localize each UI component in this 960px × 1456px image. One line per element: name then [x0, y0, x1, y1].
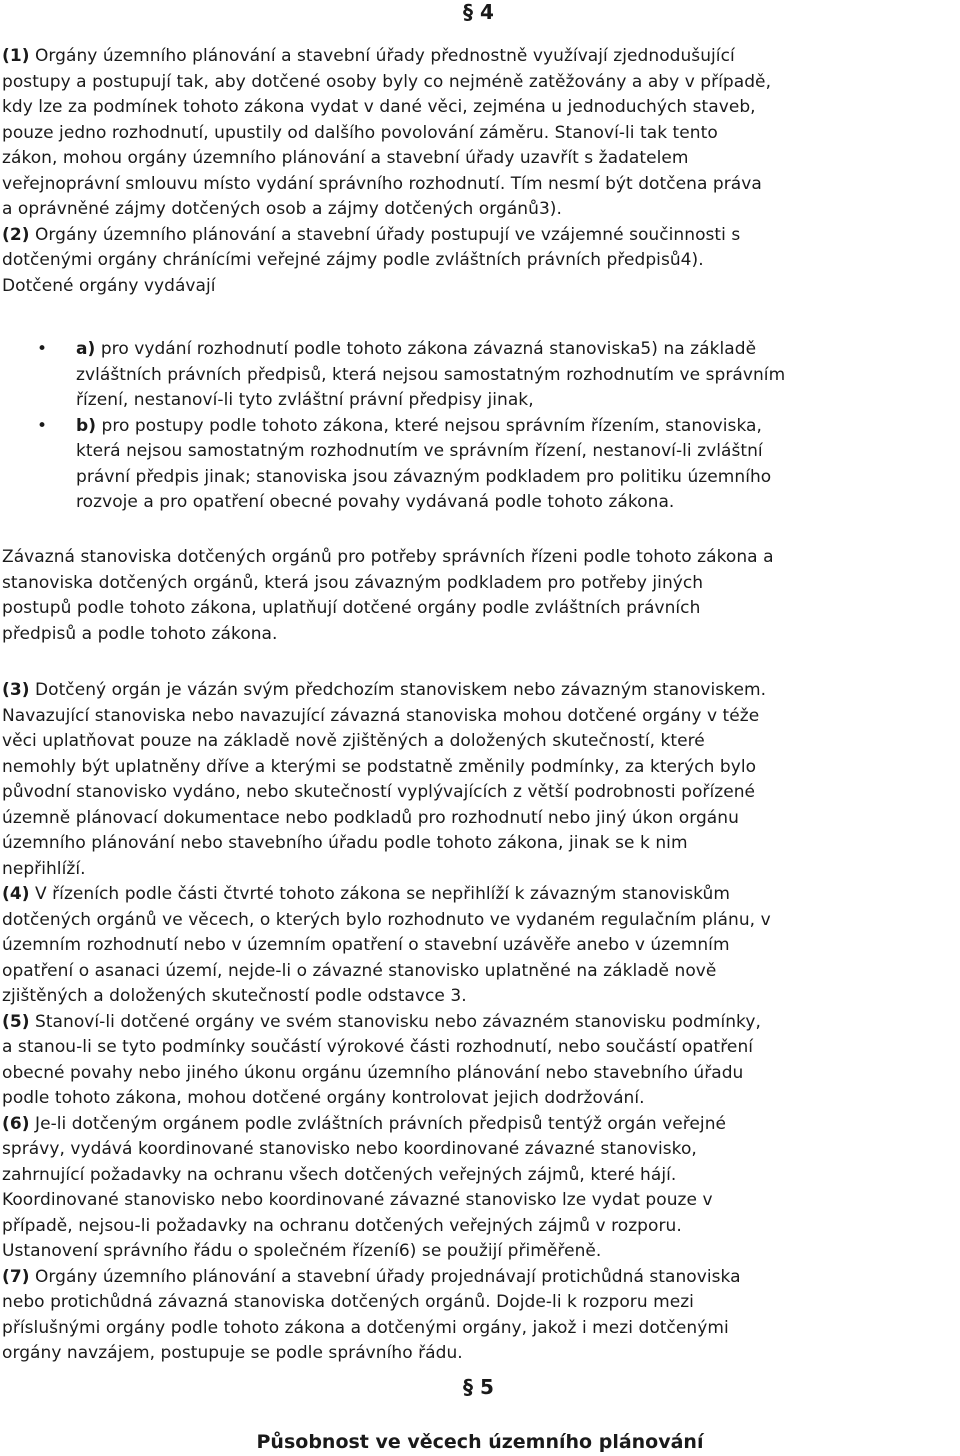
paragraph-6-line: zahrnující požadavky na ochranu všech dotčených veřejných zájmů, které hájí.	[2, 1164, 677, 1185]
text-span: Dotčený orgán je vázán svým předchozím stanoviskem nebo závazným stanoviskem.	[35, 680, 767, 700]
text-span: Orgány územního plánování a stavební úřady projednávají protichůdná stanoviska	[35, 1266, 741, 1287]
text-span: Orgány územního plánování a stavební úřady postupují ve vzájemné součinnosti s	[35, 224, 741, 245]
paragraph-7-line: příslušnými orgány podle tohoto zákona a dotčenými orgány, jakož i mezi dotčenými	[2, 1317, 729, 1338]
list-item-line: která nejsou samostatným rozhodnutím ve správním řízení, nestanoví-li zvláštní	[76, 441, 763, 461]
paragraph-5-line	[2, 1010, 960, 1036]
paragraph-5-line: podle tohoto zákona, mohou dotčené orgány kontrolovat jejich dodržování.	[2, 1088, 645, 1108]
text-span: Stanoví-li tak tento	[549, 122, 718, 143]
paragraph-6-line: Koordinované stanovisko nebo koordinované závazné stanovisko lze vydat pouze v	[2, 1190, 713, 1210]
paragraph-5-line: a stanou-li se tyto podmínky součástí výrokové části rozhodnutí, nebo součástí opatření	[2, 1037, 754, 1057]
paragraph-2-line	[2, 223, 960, 249]
bullet-list-block	[2, 337, 960, 516]
paragraph-7	[2, 1265, 960, 1367]
list-marker: b)	[76, 415, 97, 436]
text-span: Stanoví-li dotčené orgány ve svém stanovisku nebo závazném stanovisku podmínky,	[35, 1011, 761, 1032]
paragraphs-3-7-block	[2, 678, 960, 1367]
bullet-icon: •	[37, 415, 48, 436]
list-item-line: rozvoje a pro opatření obecné povahy vydávaná podle tohoto zákona.	[76, 492, 675, 512]
paragraph-line: Závazná stanoviska dotčených orgánů pro potřeby správních řízeni podle tohoto zákona a	[2, 547, 774, 567]
list-item-line: zvláštních právních předpisů, která nejsou samostatným rozhodnutím ve správním	[76, 364, 786, 385]
paragraph-7-line	[2, 1265, 960, 1291]
paragraph-1-line: zákon, mohou orgány územního plánování a stavební úřady uzavřít s žadatelem	[2, 148, 689, 168]
paragraph-3-line: nepřihlíží.	[2, 858, 86, 879]
paragraph-1-line	[2, 44, 960, 70]
section-4-mark: § 4	[463, 0, 494, 24]
paragraph-6-line: případě, nejsou-li požadavky na ochranu dotčených veřejných zájmů v rozporu.	[2, 1215, 682, 1236]
paragraph-number: (1)	[2, 46, 30, 66]
paragraph-number: (4)	[2, 884, 30, 904]
paragraph-4-line: opatření o asanaci území, nejde-li o závazné stanovisko uplatněné na základě nově	[2, 960, 717, 981]
paragraph-number: (6)	[2, 1113, 30, 1134]
paragraph-1-line: postupy a postupují tak, aby dotčené osoby byly co nejméně zatěžovány a aby v případě,	[2, 71, 772, 92]
paragraph-1-line: veřejnoprávní smlouvu místo vydání správního rozhodnutí. Tím nesmí být dotčena práva	[2, 173, 762, 194]
paragraph-3-line: nemohly být uplatněny dříve a kterými se podstatně změnily podmínky, za kterých bylo	[2, 756, 757, 777]
paragraph-2-line: Dotčené orgány vydávají	[2, 275, 216, 296]
paragraph-line: předpisů a podle tohoto zákona.	[2, 623, 278, 644]
paragraph-1-line: kdy lze za podmínek tohoto zákona vydat v dané věci, zejména u jednoduchých staveb,	[2, 97, 756, 117]
list-item-line: právní předpis jinak; stanoviska jsou závazným podkladem pro politiku územního	[76, 466, 772, 487]
paragraph-3-line: územně plánovací dokumentace nebo podkladů pro rozhodnutí nebo jiný úkon orgánu	[2, 807, 739, 828]
list-item-line: řízení, nestanoví-li tyto zvláštní právní předpisy jinak,	[76, 390, 534, 410]
paragraph-5	[2, 1010, 960, 1112]
paragraph-number: (2)	[2, 224, 30, 245]
paragraph-3-line: územního plánování nebo stavebního úřadu podle tohoto zákona, jinak se k nim	[2, 833, 688, 853]
paragraph-2	[2, 223, 960, 300]
text-span: pro postupy podle tohoto zákona, které nejsou správním řízením, stanoviska,	[101, 415, 762, 436]
paragraph-number: (3)	[2, 680, 30, 700]
paragraph-3-line: Navazující stanoviska nebo navazující závazná stanoviska mohou dotčené orgány v téže	[2, 705, 760, 726]
paragraph-2-line: dotčenými orgány chránícími veřejné zájmy podle zvláštních právních předpisů4).	[2, 250, 704, 270]
list-item	[2, 337, 960, 414]
paragraph-4-line	[2, 882, 960, 908]
paragraph-1	[2, 44, 960, 223]
paragraph-6-line	[2, 1112, 960, 1138]
paragraph-4-line: zjištěných a doložených skutečností podle odstavce 3.	[2, 986, 467, 1006]
paragraph-line: stanoviska dotčených orgánů, která jsou závazným podkladem pro potřeby jiných	[2, 572, 704, 593]
paragraph-4-line: územním rozhodnutí nebo v územním opatření o stavební uzávěře anebo v územním	[2, 935, 730, 955]
binding-opinions-paragraph	[2, 545, 960, 647]
list-item-line	[76, 337, 960, 363]
list-item	[2, 414, 960, 516]
paragraph-5-line: obecné povahy nebo jiného úkonu orgánu územního plánování nebo stavebního úřadu	[2, 1062, 744, 1083]
paragraph-6-line: správy, vydává koordinované stanovisko nebo koordinované závazné stanovisko,	[2, 1139, 697, 1159]
paragraph-6	[2, 1112, 960, 1265]
paragraph-7-line: nebo protichůdná závazná stanoviska dotčených orgánů. Dojde-li k rozporu mezi	[2, 1292, 694, 1312]
paragraph-number: (5)	[2, 1011, 30, 1032]
bullet-list	[2, 337, 960, 516]
paragraph-7-line: orgány navzájem, postupuje se podle správního řádu.	[2, 1343, 463, 1363]
section-5-heading: Působnost ve věcech územního plánování	[256, 1431, 704, 1453]
paragraph-3-line: původní stanovisko vydáno, nebo skutečností vyplývajících z větší podrobnosti pořízené	[2, 782, 756, 802]
section-5-mark: § 5	[463, 1375, 494, 1399]
paragraph-6-line: Ustanovení správního řádu o společném řízení6) se použijí přiměřeně.	[2, 1241, 602, 1261]
paragraph-4-line: dotčených orgánů ve věcech, o kterých bylo rozhodnuto ve vydaném regulačním plánu, v	[2, 909, 771, 930]
text-span: pouze jedno rozhodnutí, upustily od dalšího povolování záměru.	[2, 122, 550, 143]
bullet-icon: •	[37, 339, 48, 359]
paragraph-number: (7)	[2, 1266, 30, 1287]
text-span: Je-li dotčeným orgánem podle zvláštních právních předpisů tentýž orgán veřejné	[35, 1113, 727, 1134]
paragraph-3	[2, 678, 960, 882]
paragraph-4	[2, 882, 960, 1010]
paragraph-1-line	[2, 121, 960, 147]
text-span: pro vydání rozhodnutí podle tohoto zákona závazná stanoviska5) na základě	[100, 339, 757, 359]
list-marker: a)	[76, 339, 96, 359]
paragraph-1-block	[2, 44, 960, 299]
paragraph-line: postupů podle tohoto zákona, uplatňují dotčené orgány podle zvláštních právních	[2, 598, 701, 618]
paragraph-1-line: a oprávněné zájmy dotčených osob a zájmy dotčených orgánů3).	[2, 199, 562, 219]
paragraph-3-line	[2, 678, 960, 704]
paragraph-3-line: věci uplatňovat pouze na základě nově zjištěných a doložených skutečností, které	[2, 731, 705, 751]
text-span: Orgány územního plánování a stavební úřady přednostně využívají zjednodušující	[35, 46, 735, 66]
list-item-line	[76, 414, 960, 440]
text-span: V řízeních podle části čtvrté tohoto zákona se nepřihlíží k závazným stanoviskům	[35, 884, 730, 904]
